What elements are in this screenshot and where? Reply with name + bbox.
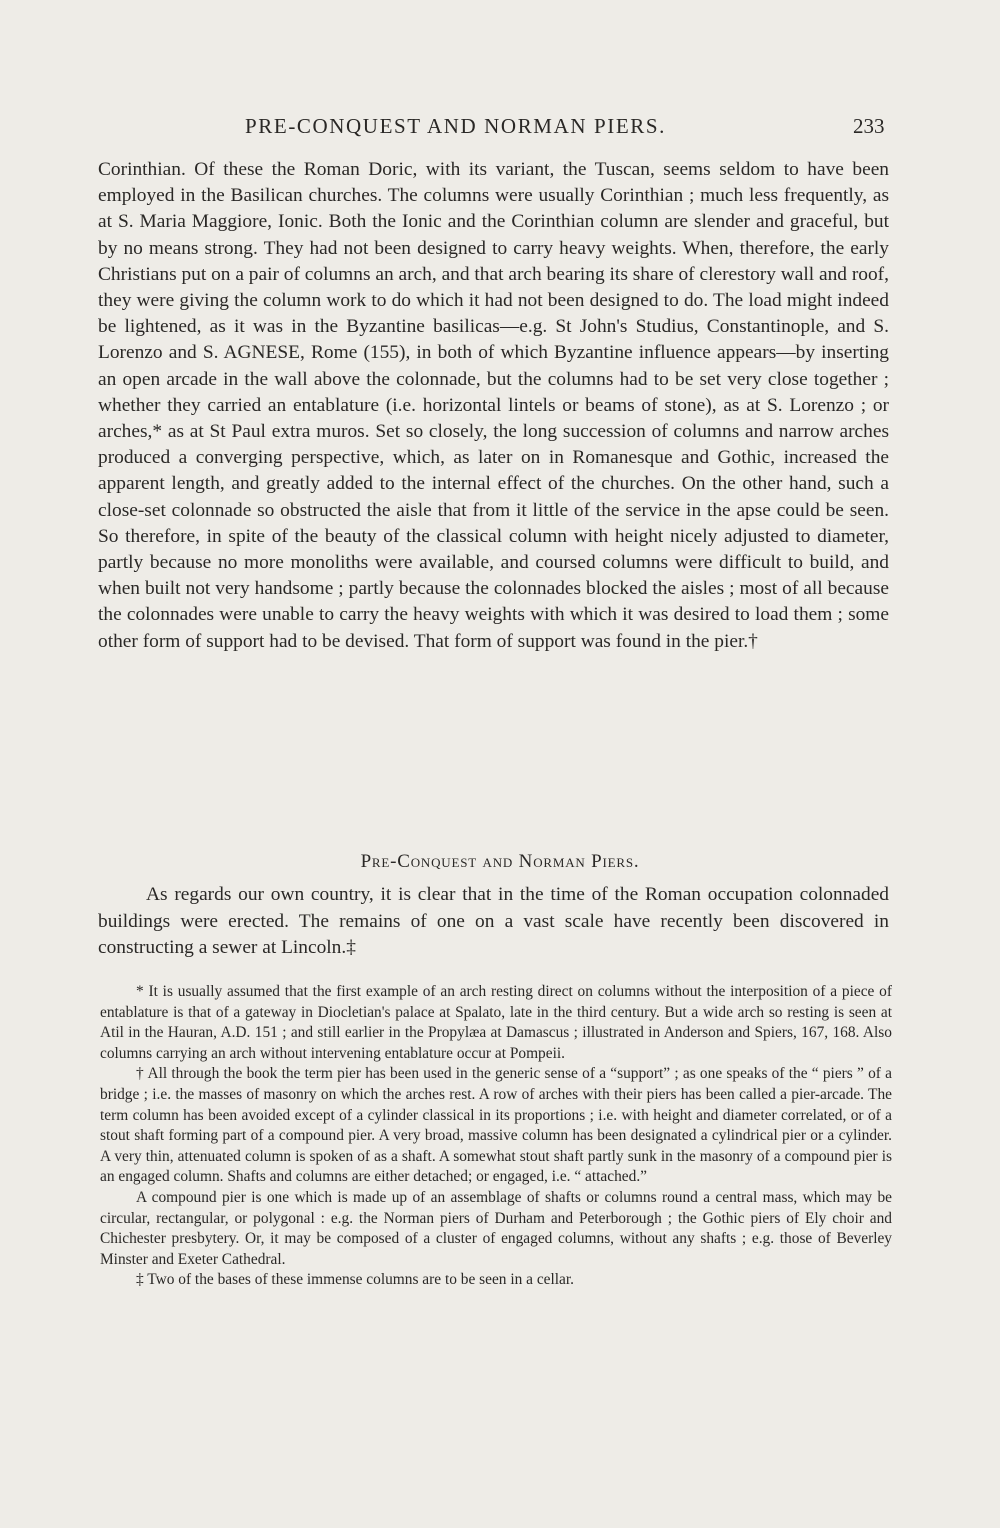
footnote-dagger: † All through the book the term pier has been used in the generic sense of a “support” ; as one speaks of the “ piers ” of a bridge ; i.e. the masses of masonry on which the arches rest. A row of arches with their piers has been called a pier-arcade. The term column has been avoided except of a cylinder classical in its proportions ; i.e. with height and diameter correlated, or of a stout shaft forming part of a compound pier. A very broad, massive column has been designated a cylindrical pier or a cylinder. A very thin, attenuated column is spoken of as a shaft. A somewhat stout shaft partly sunk in the masonry of a compound pier is an engaged column. Shafts and columns are either detached; or engaged, i.e. “ attached.”	[100, 1065, 892, 1186]
body-paragraph: Corinthian. Of these the Roman Doric, with its variant, the Tuscan, seems seldom to have been employed in the Basilican churches. The columns were usually Corinthian ; much less frequently, as at S. Maria Maggiore, Ionic. Both the Ionic and the Corinthian column are slender and graceful, but by no means strong. They had not been designed to carry heavy weights. When, therefore, the early Christians put on a pair of columns an arch, and that arch bearing its share of clerestory wall and roof, they were giving the column work to do which it had not been designed to do. The load might indeed be lightened, as it was in the Byzantine basilicas—e.g. St John's Studius, Constantinople, and S. Lorenzo and S. AGNESE, Rome (155), in both of which Byzantine influence appears—by inserting an open arcade in the wall above the colonnade, but the columns had to be set very close together ; whether they carried an entablature (i.e. horizontal lintels or beams of stone), as at S. Lorenzo ; or arches,* as at St Paul extra muros. Set so closely, the long succession of columns and narrow arches produced a converging perspective, which, as later on in Romanesque and Gothic, increased the apparent length, and greatly added to the internal effect of the churches. On the other hand, such a close-set colonnade so obstructed the aisle that from it little of the service in the apse could be seen. So therefore, in spite of the beauty of the classical column with height nicely adjusted to diameter, partly because no more monoliths were available, and coursed columns were difficult to build, and when built not very handsome ; partly because the colonnades blocked the aisles ; most of all because the colonnades were unable to carry the heavy weights with which it was desired to load them ; some other form of support had to be devised. That form of support was found in the pier.†	[98, 159, 889, 652]
section-paragraph: As regards our own country, it is clear that in the time of the Roman occupation colonnaded buildings were erected. The remains of one on a vast scale have recently been discovered in constructing a sewer at Lincoln.‡	[98, 884, 889, 958]
footnotes	[100, 982, 892, 1291]
footnote-star: * It is usually assumed that the first example of an arch resting direct on columns without the interposition of a piece of entablature is that of a gateway in Diocletian's palace at Spalato, late in the third century. But a wide arch so resting is seen at Atil in the Hauran, A.D. 151 ; and still earlier in the Propylæa at Damascus ; illustrated in Anderson and Spiers, 167, 168. Also columns carrying an arch without intervening entablature occur at Pompeii.	[100, 983, 892, 1062]
footnote-double-dagger: ‡ Two of the bases of these immense columns are to be seen in a cellar.	[136, 1271, 574, 1289]
running-title: PRE-CONQUEST AND NORMAN PIERS.	[245, 114, 666, 138]
page-number: 233	[853, 114, 885, 138]
section-heading: Pre-Conquest and Norman Piers.	[360, 851, 640, 872]
running-head	[0, 114, 1000, 144]
footnote-compound-pier: A compound pier is one which is made up of an assemblage of shafts or columns round a central mass, which may be circular, rectangular, or polygonal : e.g. the Norman piers of Durham and Peterborough ; the Gothic piers of Ely choir and Chichester presbytery. Or, it may be composed of a cluster of engaged columns, without any shafts ; e.g. those of Beverley Minster and Exeter Cathedral.	[100, 1188, 892, 1268]
